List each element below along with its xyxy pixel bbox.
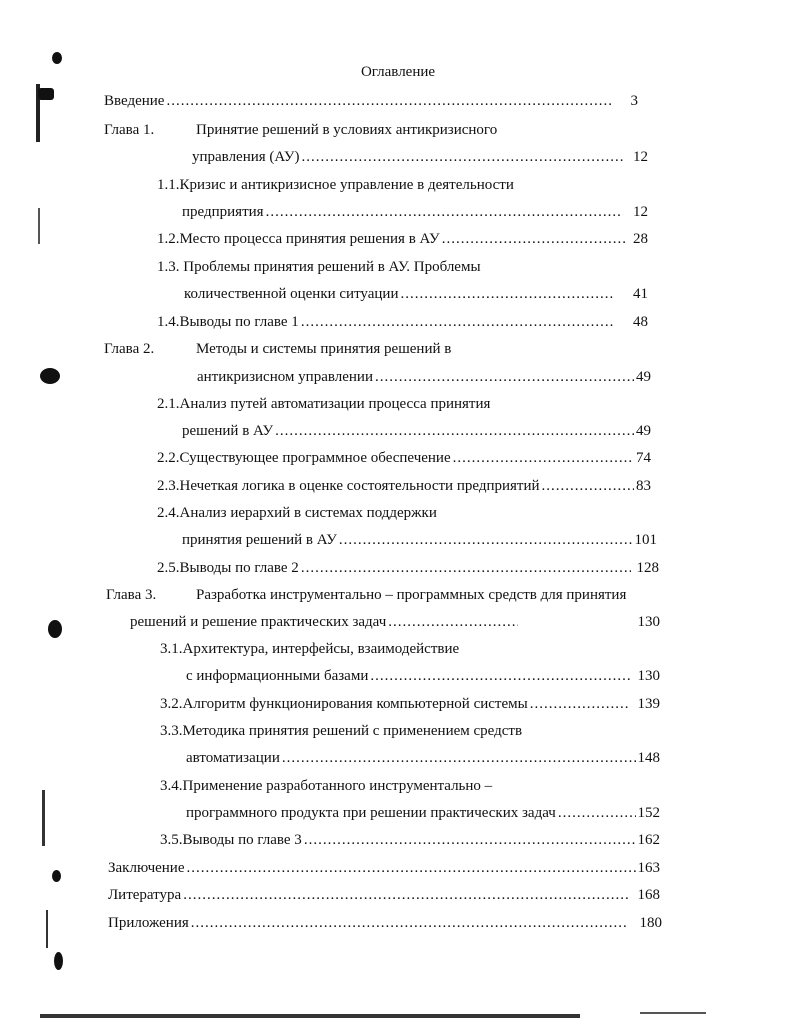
toc-entry bbox=[157, 502, 637, 524]
toc-leader bbox=[542, 475, 634, 497]
toc-entry bbox=[157, 311, 648, 333]
toc-entry bbox=[157, 256, 637, 278]
toc-chapter-heading bbox=[106, 584, 706, 606]
toc-entry bbox=[186, 802, 660, 824]
toc-entry-text: Разработка инструментально – программных средств для принятия bbox=[196, 587, 627, 603]
toc-leader bbox=[442, 228, 625, 250]
scan-mark bbox=[46, 910, 48, 948]
toc-leader bbox=[191, 912, 628, 934]
toc-entry-text: программного продукта при решении практических задач bbox=[186, 805, 556, 821]
toc-chapter-number: Глава 3. bbox=[106, 587, 157, 603]
toc-page-number: 163 bbox=[637, 860, 660, 876]
toc-entry-text: Литература bbox=[108, 887, 182, 903]
toc-entry-text: 2.3.Нечеткая логика в оценке состоятельности предприятий bbox=[157, 478, 540, 494]
toc-page-number: 74 bbox=[636, 450, 651, 466]
toc-entry bbox=[108, 857, 660, 879]
toc-entry bbox=[186, 747, 660, 769]
toc-entry-text: Заключение bbox=[108, 860, 185, 876]
toc-entry-text: Принятие решений в условиях антикризисного bbox=[196, 122, 498, 138]
toc-page-number: 128 bbox=[636, 560, 659, 576]
toc-leader bbox=[183, 884, 627, 906]
toc-entry-text: количественной оценки ситуации bbox=[184, 286, 399, 302]
toc-entry bbox=[182, 420, 651, 442]
toc-page-number: 48 bbox=[633, 314, 648, 330]
toc-chapter-number: Глава 2. bbox=[104, 341, 155, 357]
toc-page-number: 49 bbox=[636, 369, 651, 385]
toc-leader bbox=[530, 693, 630, 715]
toc-entry-text: 1.4.Выводы по главе 1 bbox=[157, 314, 299, 330]
toc-entry-text: принятия решений в АУ bbox=[182, 532, 337, 548]
scan-speck bbox=[52, 52, 62, 64]
toc-entry-text: 1.1.Кризис и антикризисное управление в деятельности bbox=[157, 177, 514, 193]
scan-mark bbox=[42, 790, 45, 846]
toc-leader bbox=[302, 146, 623, 168]
toc-entry-text: 3.1.Архитектура, интерфейсы, взаимодействие bbox=[160, 641, 460, 657]
toc-entry-text: предприятия bbox=[182, 204, 264, 220]
toc-entry-text: 1.3. Проблемы принятия решений в АУ. Проблемы bbox=[157, 259, 481, 275]
toc-entry bbox=[157, 557, 659, 579]
toc-title: Оглавление bbox=[360, 64, 436, 80]
toc-entry bbox=[182, 201, 648, 223]
toc-leader bbox=[558, 802, 636, 824]
toc-page-number: 152 bbox=[637, 805, 660, 821]
toc-page-number: 168 bbox=[637, 887, 660, 903]
toc-entry-text: 3.3.Методика принятия решений с применением средств bbox=[160, 723, 523, 739]
toc-entry-text: 2.1.Анализ путей автоматизации процесса принятия bbox=[157, 396, 491, 412]
toc-entry bbox=[157, 228, 648, 250]
toc-entry bbox=[192, 146, 648, 168]
toc-entry-text: 1.2.Место процесса принятия решения в АУ bbox=[157, 231, 440, 247]
toc-entry bbox=[157, 393, 637, 415]
scan-edge-line bbox=[40, 1014, 580, 1018]
toc-leader bbox=[187, 857, 636, 879]
toc-entry-text: антикризисном управлении bbox=[197, 369, 373, 385]
toc-page-number: 12 bbox=[633, 204, 648, 220]
toc-leader bbox=[282, 747, 636, 769]
toc-chapter-heading bbox=[104, 119, 664, 141]
toc-entry bbox=[186, 665, 660, 687]
toc-entry-text: Введение bbox=[104, 93, 165, 109]
toc-entry bbox=[160, 720, 640, 742]
scan-speck bbox=[52, 870, 61, 882]
toc-entry bbox=[157, 174, 637, 196]
toc-leader bbox=[266, 201, 623, 223]
toc-page-number: 3 bbox=[630, 93, 638, 109]
toc-entry bbox=[197, 366, 651, 388]
toc-entry-text: с информационными базами bbox=[186, 668, 369, 684]
toc-entry bbox=[160, 829, 660, 851]
toc-entry bbox=[108, 884, 660, 906]
toc-leader bbox=[166, 90, 610, 112]
toc-leader bbox=[375, 366, 634, 388]
toc-entry-text: решений и решение практических задач bbox=[130, 614, 387, 630]
toc-entry-text: 3.4.Применение разработанного инструментально – bbox=[160, 778, 493, 794]
toc-entry-text: автоматизации bbox=[186, 750, 280, 766]
toc-page-number: 83 bbox=[636, 478, 651, 494]
toc-entry bbox=[182, 529, 657, 551]
toc-entry bbox=[130, 611, 660, 633]
toc-entry bbox=[160, 775, 640, 797]
toc-entry bbox=[160, 693, 660, 715]
toc-leader bbox=[301, 311, 613, 333]
toc-entry bbox=[157, 475, 651, 497]
toc-leader bbox=[453, 447, 634, 469]
toc-entry-text: Приложения bbox=[108, 915, 189, 931]
toc-entry bbox=[184, 283, 648, 305]
toc-page-number: 130 bbox=[637, 668, 660, 684]
toc-leader bbox=[275, 420, 634, 442]
scan-edge-line bbox=[640, 1012, 706, 1014]
scan-speck bbox=[54, 952, 63, 970]
toc-entry-text: управления (АУ) bbox=[192, 149, 300, 165]
toc-entry-text: решений в АУ bbox=[182, 423, 274, 439]
toc-entry bbox=[108, 912, 662, 934]
toc-entry-text: Методы и системы принятия решений в bbox=[196, 341, 452, 357]
toc-entry bbox=[104, 90, 638, 112]
toc-page-number: 101 bbox=[634, 532, 657, 548]
toc-entry-text: 2.4.Анализ иерархий в системах поддержки bbox=[157, 505, 437, 521]
toc-page-number: 162 bbox=[637, 832, 660, 848]
toc-chapter-heading bbox=[104, 338, 664, 360]
toc-entry-text: 2.2.Существующее программное обеспечение bbox=[157, 450, 451, 466]
scan-speck bbox=[40, 368, 60, 384]
toc-entry bbox=[157, 447, 651, 469]
toc-leader bbox=[301, 557, 631, 579]
toc-page-number: 148 bbox=[637, 750, 660, 766]
toc-leader bbox=[304, 829, 636, 851]
scan-mark bbox=[38, 208, 40, 244]
toc-leader bbox=[400, 283, 613, 305]
toc-leader bbox=[339, 529, 633, 551]
toc-page-number: 180 bbox=[639, 915, 662, 931]
toc-chapter-number: Глава 1. bbox=[104, 122, 155, 138]
toc-entry-text: 2.5.Выводы по главе 2 bbox=[157, 560, 299, 576]
toc-page-number: 12 bbox=[633, 149, 648, 165]
toc-page-number: 49 bbox=[636, 423, 651, 439]
toc-page-number: 41 bbox=[633, 286, 648, 302]
toc-leader bbox=[388, 611, 518, 633]
toc-page-number: 28 bbox=[633, 231, 648, 247]
toc-leader bbox=[370, 665, 629, 687]
toc-entry bbox=[160, 638, 640, 660]
scan-speck bbox=[38, 88, 54, 100]
toc-entry-text: 3.2.Алгоритм функционирования компьютерной системы bbox=[160, 696, 528, 712]
toc-page-number: 130 bbox=[637, 614, 660, 630]
toc-page-number: 139 bbox=[637, 696, 660, 712]
scan-speck bbox=[48, 620, 62, 638]
toc-entry-text: 3.5.Выводы по главе 3 bbox=[160, 832, 302, 848]
